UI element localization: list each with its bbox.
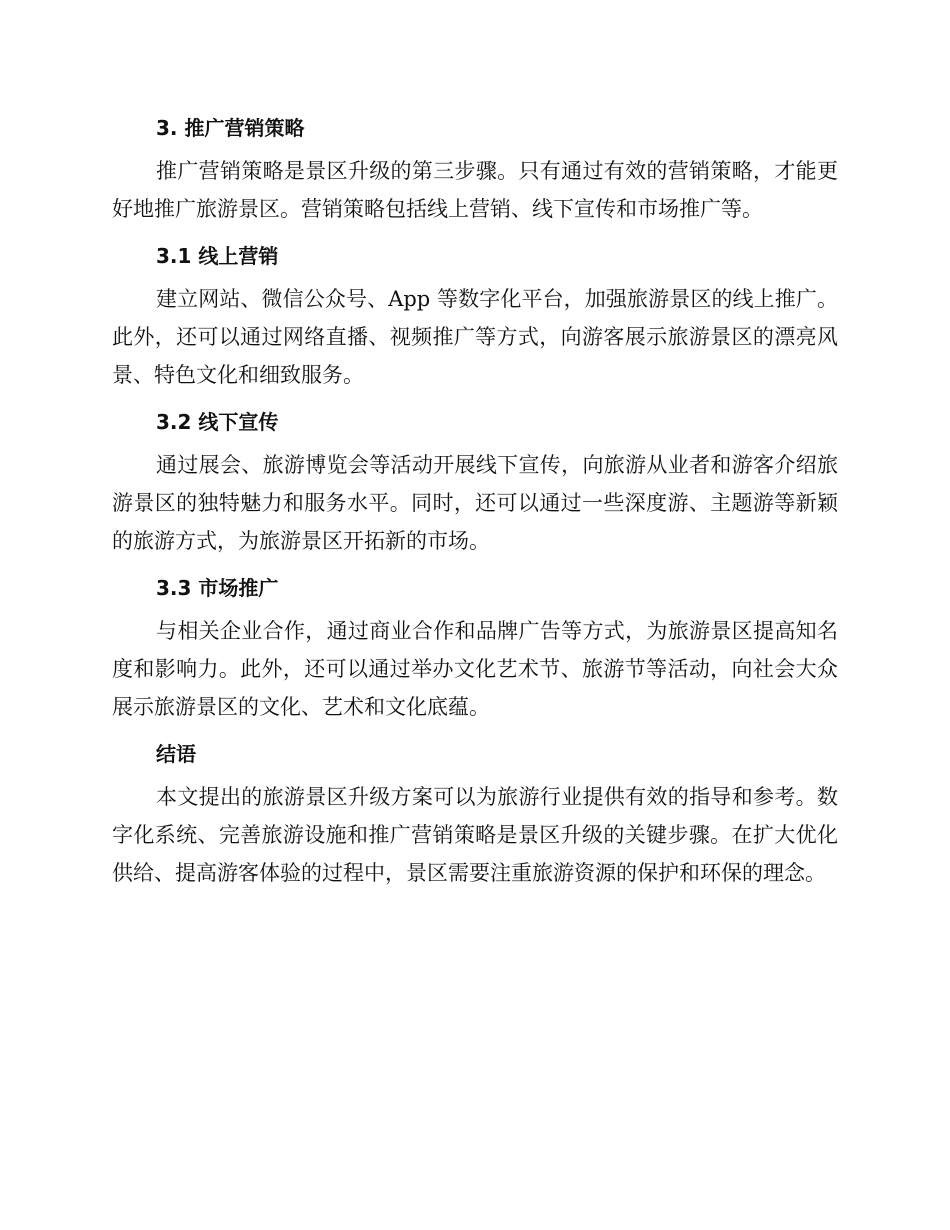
section-market-promotion [112, 568, 838, 726]
section-paragraph: 建立网站、微信公众号、App 等数字化平台，加强旅游景区的线上推广。此外，还可以通过网络直播、视频推广等方式，向游客展示旅游景区的漂亮风景、特色文化和细致服务。 [112, 287, 838, 387]
section-promotion-strategy [112, 108, 838, 228]
section-paragraph: 推广营销策略是景区升级的第三步骤。只有通过有效的营销策略，才能更好地推广旅游景区。营销策略包括线上营销、线下宣传和市场推广等。 [112, 159, 838, 221]
section-offline-publicity [112, 402, 838, 560]
section-heading: 3.3 市场推广 [156, 576, 279, 600]
section-paragraph: 与相关企业合作，通过商业合作和品牌广告等方式，为旅游景区提高知名度和影响力。此外，还可以通过举办文化艺术节、旅游节等活动，向社会大众展示旅游景区的文化、艺术和文化底蕴。 [112, 619, 838, 719]
section-paragraph: 本文提出的旅游景区升级方案可以为旅游行业提供有效的指导和参考。数字化系统、完善旅游设施和推广营销策略是景区升级的关键步骤。在扩大优化供给、提高游客体验的过程中，景区需要注重旅游资源的保护和环保的理念。 [112, 785, 838, 885]
section-heading: 3.1 线上营销 [156, 244, 279, 268]
section-heading: 3. 推广营销策略 [156, 116, 305, 140]
section-heading: 结语 [156, 742, 196, 766]
section-online-marketing [112, 236, 838, 394]
section-heading: 3.2 线下宣传 [156, 410, 279, 434]
section-paragraph: 通过展会、旅游博览会等活动开展线下宣传，向旅游从业者和游客介绍旅游景区的独特魅力和服务水平。同时，还可以通过一些深度游、主题游等新颖的旅游方式，为旅游景区开拓新的市场。 [112, 453, 838, 553]
section-conclusion [112, 734, 838, 892]
